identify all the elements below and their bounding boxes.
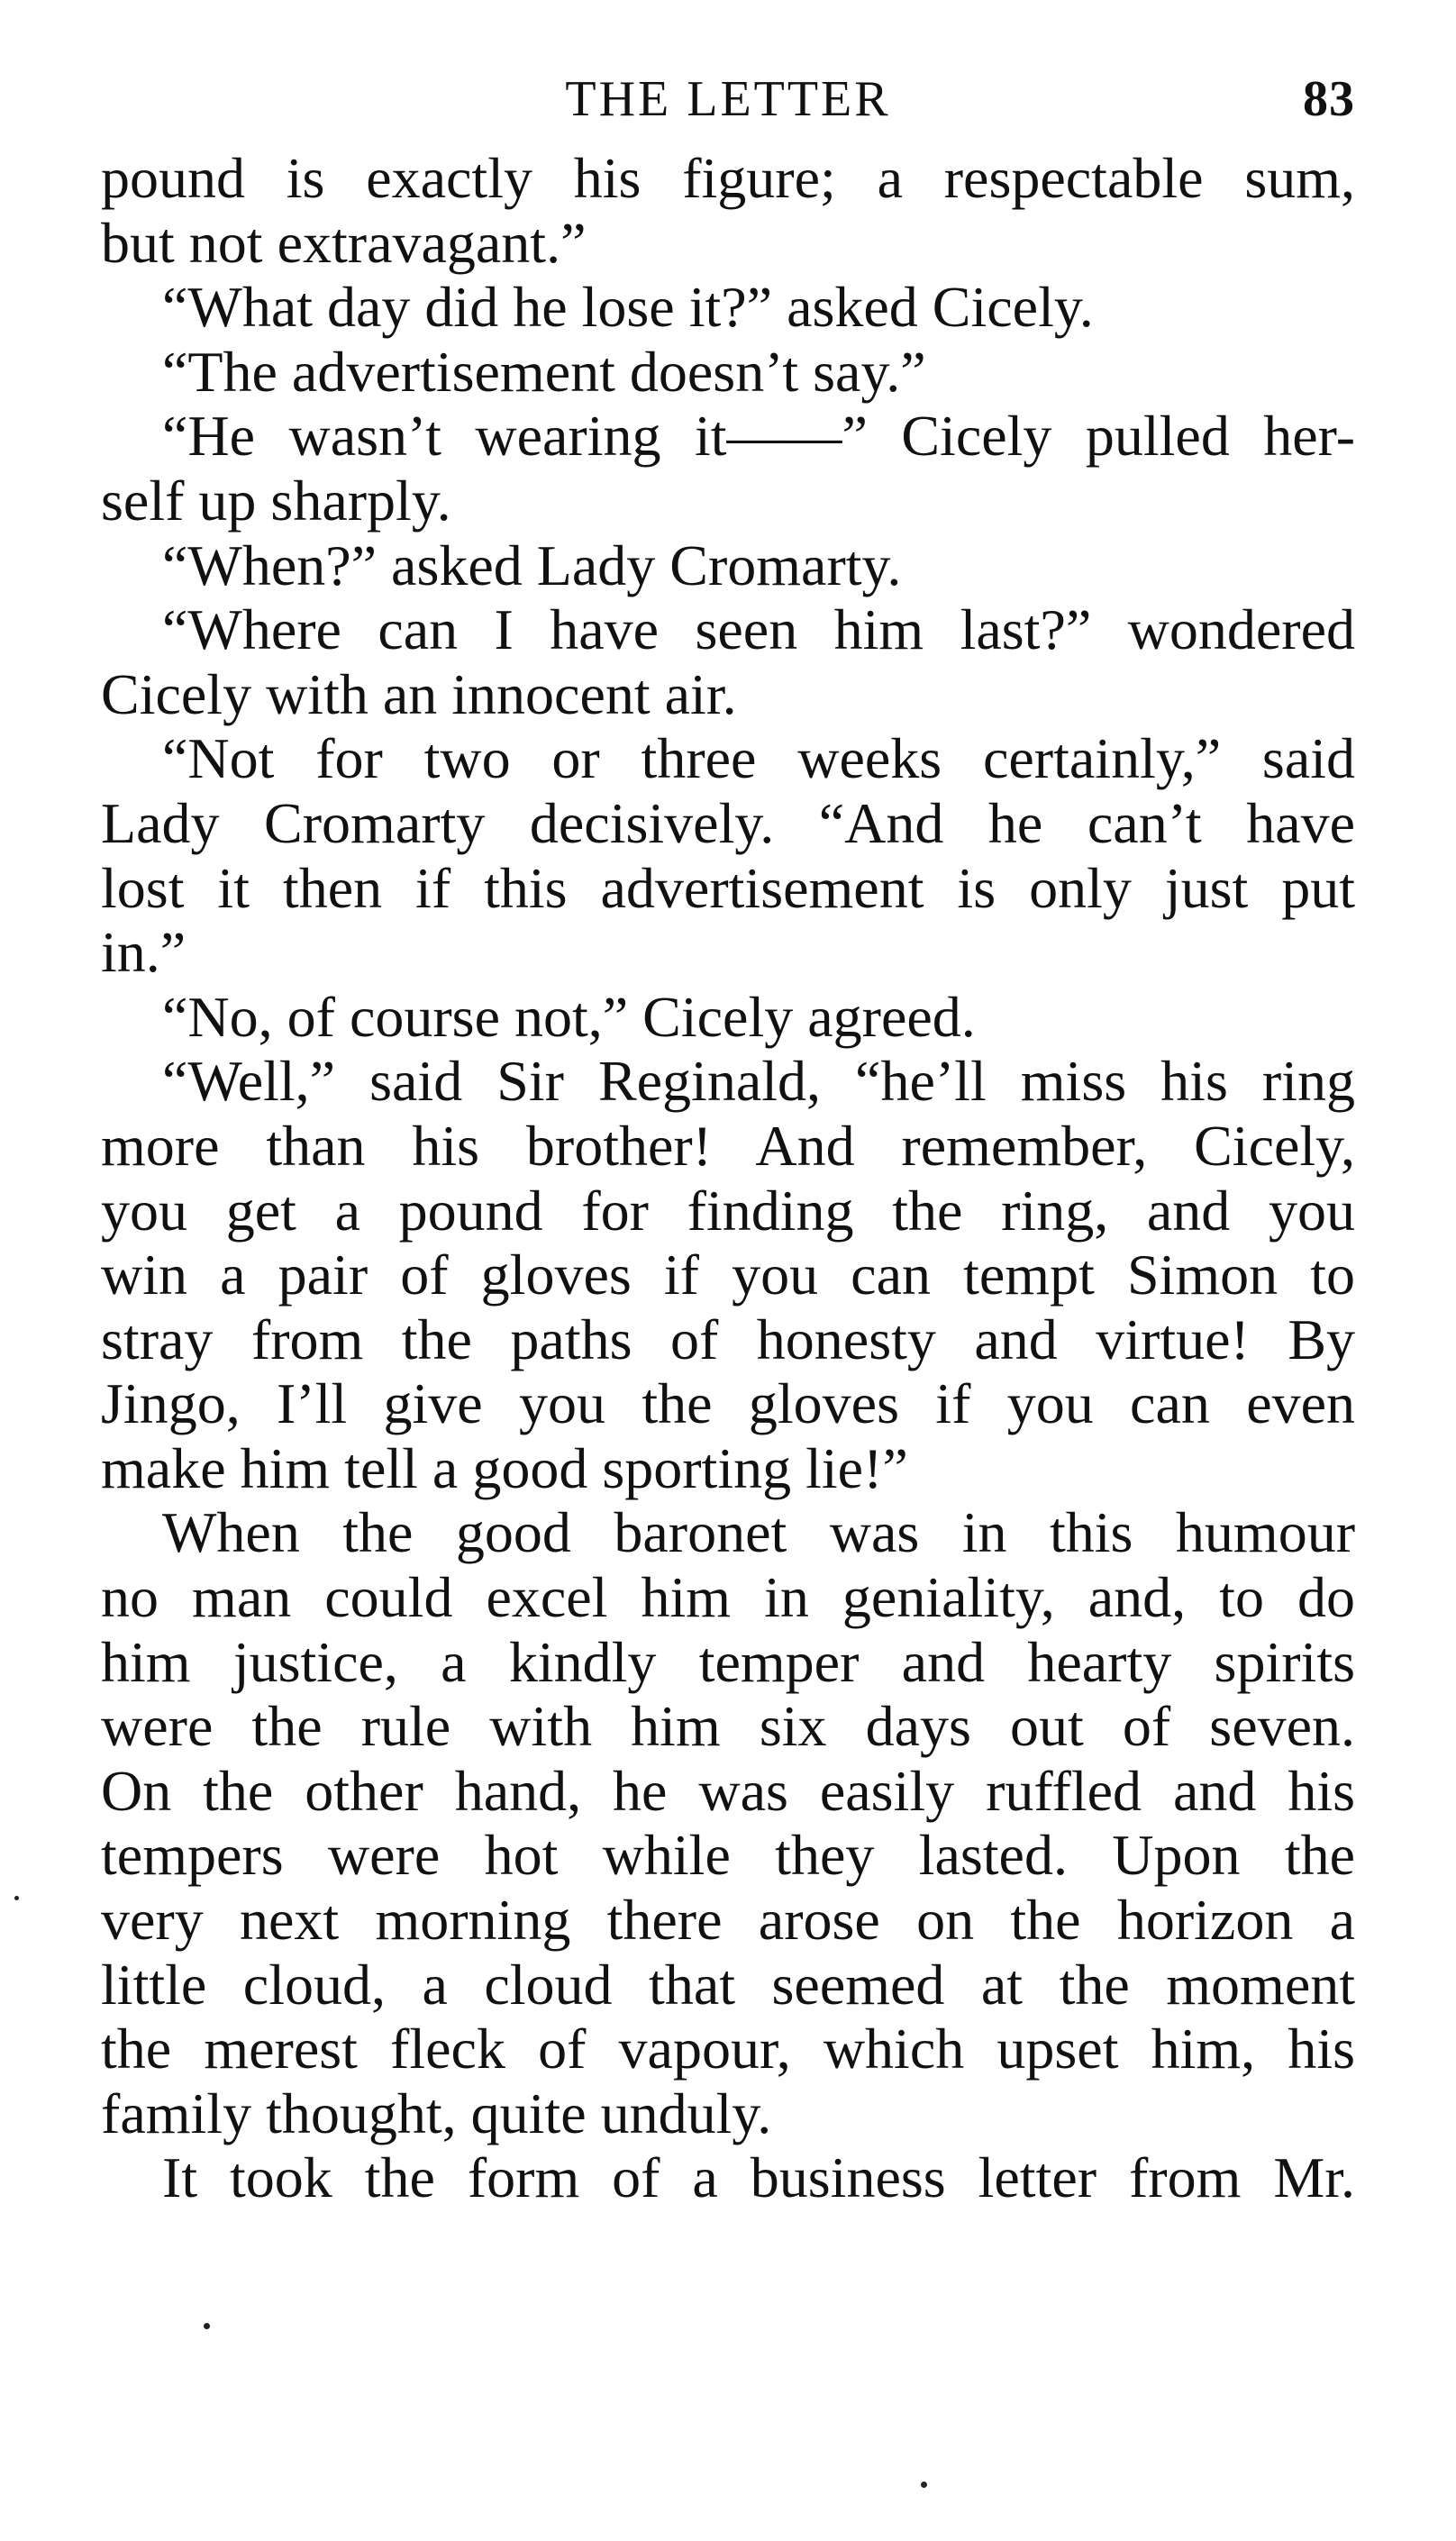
text-line: “The advertisement doesn’t say.” — [162, 339, 926, 404]
text-line: It took the form of a business letter from Mr. — [162, 2145, 1355, 2210]
text-line: “No, of course not,” Cicely agreed. — [162, 984, 976, 1049]
text-line: no man could excel him in geniality, and, to do — [101, 1565, 1355, 1630]
text-line: “Where can I have seen him last?” wondered — [162, 597, 1355, 662]
text-line: “What day did he lose it?” asked Cicely. — [162, 275, 1094, 340]
text-line: very next morning there arose on the horizon a — [101, 1888, 1355, 1953]
text-line: tempers were hot while they lasted. Upon the — [101, 1823, 1355, 1888]
text-line: “When?” asked Lady Cromarty. — [162, 533, 902, 597]
text-line: Cicely with an innocent air. — [101, 661, 737, 726]
running-title: THE LETTER — [565, 71, 891, 127]
text-line: were the rule with him six days out of seven. — [101, 1694, 1355, 1759]
text-line: the merest fleck of vapour, which upset him, his — [101, 2017, 1355, 2081]
text-line: little cloud, a cloud that seemed at the moment — [101, 1952, 1355, 2017]
text-line: more than his brother! And remember, Cicely, — [101, 1113, 1355, 1178]
text-line: win a pair of gloves if you can tempt Simon to — [101, 1243, 1355, 1307]
print-speck — [921, 2482, 927, 2488]
text-line: self up sharply. — [101, 468, 451, 533]
print-speck — [204, 2323, 210, 2329]
text-line: “Not for two or three weeks certainly,” said — [162, 726, 1355, 791]
text-line: Jingo, I’ll give you the gloves if you can even — [101, 1371, 1355, 1436]
page-number: 83 — [1303, 71, 1355, 127]
text-line: pound is exactly his figure; a respectable sum, — [101, 146, 1355, 210]
text-line: family thought, quite unduly. — [101, 2081, 772, 2145]
text-line: you get a pound for finding the ring, and you — [101, 1178, 1355, 1243]
text-line: make him tell a good sporting lie!” — [101, 1435, 908, 1500]
text-line: in.” — [101, 920, 187, 985]
print-speck — [14, 1896, 19, 1900]
body-text — [101, 146, 1355, 2210]
running-head — [101, 70, 1355, 133]
text-line: On the other hand, he was easily ruffled and his — [101, 1758, 1355, 1823]
text-line: lost it then if this advertisement is only just put — [101, 855, 1355, 920]
text-line: Lady Cromarty decisively. “And he can’t have — [101, 790, 1355, 855]
text-line: “He wasn’t wearing it——” Cicely pulled her- — [162, 404, 1355, 469]
text-line: “Well,” said Sir Reginald, “he’ll miss his ring — [162, 1049, 1355, 1114]
text-line: stray from the paths of honesty and virtue! By — [101, 1307, 1355, 1371]
text-line: him justice, a kindly temper and hearty spirits — [101, 1629, 1355, 1694]
text-line: When the good baronet was in this humour — [162, 1500, 1355, 1565]
text-line: but not extravagant.” — [101, 210, 587, 275]
